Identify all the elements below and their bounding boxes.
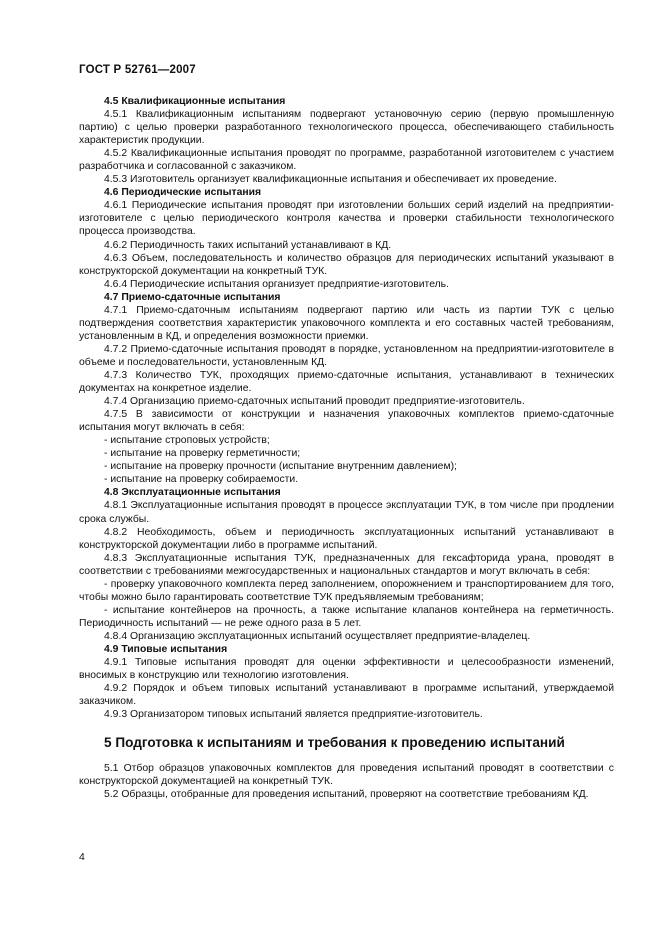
paragraph: 4.7.5 В зависимости от конструкции и назначения упаковочных комплектов приемо-сдаточные испытания могут включать в себя: (79, 409, 614, 434)
subsection-heading: 4.6 Периодические испытания (104, 187, 262, 199)
subsection-heading: 4.5 Квалификационные испытания (104, 96, 286, 107)
list-item: - испытание строповых устройств; (104, 435, 270, 447)
paragraph: 4.5.2 Квалификационные испытания проводят по программе, разработанной изготовителем с участием разработчика и согласованной с заказчиком. (79, 148, 614, 173)
paragraph: 4.9.2 Порядок и объем типовых испытаний устанавливают в программе испытаний, утверждаемой заказчиком. (79, 683, 614, 708)
list-item: - испытание на проверку герметичности; (104, 448, 301, 460)
list-item: - испытание контейнеров на прочность, а также испытание клапанов контейнера на герметичность. Периодичность испытаний — не реже одного раза в 5 лет. (79, 604, 614, 629)
paragraph: 4.9.1 Типовые испытания проводят для оценки эффективности и целесообразности изменений, вносимых в конструкцию или технологию изготовления. (79, 657, 614, 682)
paragraph: 4.6.2 Периодичность таких испытаний устанавливают в КД. (104, 239, 392, 251)
paragraph: 5.2 Образцы, отобранные для проведения испытаний, проверяют на соответствие требованиям КД. (104, 789, 589, 801)
subsection-heading: 4.9 Типовые испытания (104, 643, 228, 655)
paragraph: 4.9.3 Организатором типовых испытаний является предприятие-изготовитель. (104, 709, 483, 721)
document-body (79, 95, 614, 801)
paragraph: 4.7.2 Приемо-сдаточные испытания проводят в порядке, установленном на предприятии-изготовителе в объеме и последовательности, установленным КД. (79, 343, 614, 368)
document-code: ГОСТ Р 52761—2007 (79, 64, 196, 76)
paragraph: 4.7.4 Организацию приемо-сдаточных испытаний проводит предприятие-изготовитель. (104, 396, 525, 408)
paragraph: 4.7.3 Количество ТУК, проходящих приемо-сдаточные испытания, устанавливают в технических документах на конкретное изделие. (79, 369, 614, 395)
paragraph: 4.8.1 Эксплуатационные испытания проводят в процессе эксплуатации ТУК, в том числе при продлении срока службы. (79, 500, 614, 525)
paragraph: 4.8.2 Необходимость, объем и периодичность эксплуатационных испытаний устанавливают в конструкторской документации либо в программе испытаний. (79, 526, 614, 551)
paragraph: 5.1 Отбор образцов упаковочных комплектов для проведения испытаний проводят в соответствии с конструкторской документацией на конкретный ТУК. (79, 763, 614, 788)
paragraph: 4.8.4 Организацию эксплуатационных испытаний осуществляет предприятие-владелец. (104, 630, 531, 642)
paragraph: 4.6.4 Периодические испытания организует предприятие-изготовитель. (104, 278, 449, 290)
page-number: 4 (79, 852, 85, 863)
section-title: 5 Подготовка к испытаниям и требования к проведению испытаний (104, 735, 565, 751)
list-item: - испытание на проверку прочности (испытание внутренним давлением); (104, 461, 457, 473)
subsection-heading: 4.7 Приемо-сдаточные испытания (104, 291, 281, 303)
paragraph: 4.5.3 Изготовитель организует квалификационные испытания и обеспечивает их проведение. (104, 174, 557, 186)
paragraph: 4.7.1 Приемо-сдаточным испытаниям подвергают партию или часть из партии ТУК с целью подтверждения соответствия характеристик упаковочного комплекта и его составных частей требованиям, установленным в КД, и определения возможности приемки. (79, 304, 614, 342)
paragraph: 4.6.1 Периодические испытания проводят при изготовлении больших серий изделий на предприятии-изготовителе с целью периодического контроля качества и проверки стабильности технологического процесса производства. (79, 200, 614, 238)
paragraph: 4.8.3 Эксплуатационные испытания ТУК, предназначенных для гексафторида урана, проводят в соответствии с требованиями межгосударственных и национальных стандартов и могут включать в себя: (79, 552, 614, 577)
subsection-heading: 4.8 Эксплуатационные испытания (104, 487, 281, 499)
list-item: - испытание на проверку собираемости. (104, 474, 299, 486)
paragraph: 4.5.1 Квалификационным испытаниям подвергают установочную серию (первую промышленную партию) с целью проверки разработанного технологического процесса, обеспечивающего стабильность характеристик продукции. (79, 109, 614, 147)
list-item: - проверку упаковочного комплекта перед заполнением, опорожнением и транспортированием для того, чтобы можно было гарантировать соответствие ТУК предъявляемым требованиям; (79, 578, 614, 603)
paragraph: 4.6.3 Объем, последовательность и количество образцов для периодических испытаний указывают в конструкторской документации на конкретный ТУК. (79, 252, 614, 277)
